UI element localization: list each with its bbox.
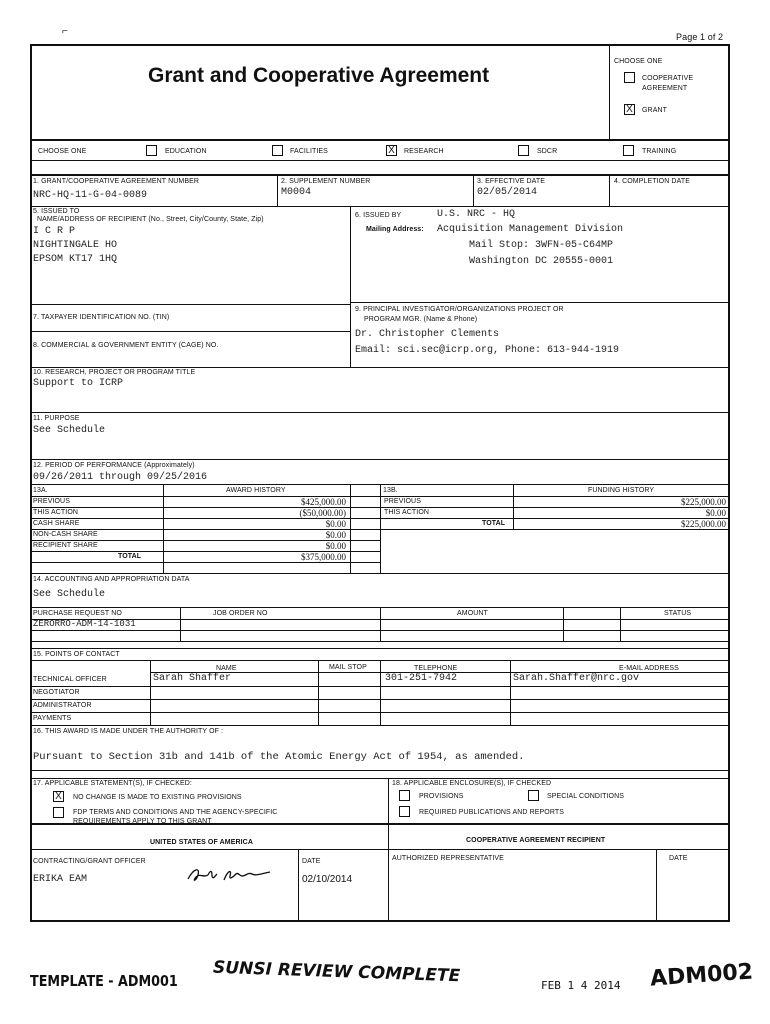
us-label: UNITED STATES OF AMERICA xyxy=(150,839,253,846)
received-date-stamp: FEB 1 4 2014 xyxy=(541,979,621,992)
facilities-label: FACILITIES xyxy=(290,148,328,155)
officer-label: CONTRACTING/GRANT OFFICER xyxy=(33,858,146,865)
pi-contact: Email: sci.sec@icrp.org, Phone: 613-944-1919 xyxy=(355,345,620,356)
issued-by-value: U.S. NRC - HQ xyxy=(437,209,516,220)
provisions-label: PROVISIONS xyxy=(419,793,464,800)
special-conditions-checkbox[interactable] xyxy=(528,790,539,801)
officer-date: 02/10/2014 xyxy=(302,874,353,885)
rule-after-title xyxy=(30,139,730,141)
purchase-vline-1 xyxy=(180,607,181,641)
required-publications-checkbox[interactable] xyxy=(399,806,410,817)
ah-this-action-value: ($50,000.00) xyxy=(299,508,346,518)
fh-this-action-value: $0.00 xyxy=(705,508,726,518)
ah-recipient-share-label: RECIPIENT SHARE xyxy=(33,542,98,549)
rule-before-12 xyxy=(30,459,730,460)
rule-after-authority xyxy=(30,770,730,771)
rule-after-category xyxy=(30,160,730,161)
fh-previous-value: $225,000.00 xyxy=(681,497,726,507)
contacts-email-header: E-MAIL ADDRESS xyxy=(619,665,679,672)
title-divider xyxy=(609,44,610,139)
fh-total-label: TOTAL xyxy=(482,520,506,527)
page-number: Page 1 of 2 xyxy=(676,32,724,42)
sdcr-label: SDCR xyxy=(537,148,558,155)
cooperative-agreement-label: COOPERATIVE AGREEMENT xyxy=(642,75,694,92)
pi-label: 9. PRINCIPAL INVESTIGATOR/ORGANIZATIONS PROJECT OR xyxy=(355,306,564,313)
recipient-line-1: I C R P xyxy=(33,226,76,237)
period-value: 09/26/2011 through 09/25/2016 xyxy=(33,472,208,483)
purchase-vline-4 xyxy=(620,607,621,641)
mailing-address-label: Mailing Address: xyxy=(366,226,424,233)
template-stamp: TEMPLATE - ADM001 xyxy=(30,972,178,990)
officer-name: ERIKA EAM xyxy=(33,874,88,885)
rule-before-tin xyxy=(30,304,351,305)
rule-after-row1 xyxy=(30,206,730,207)
ah-vline-4 xyxy=(513,484,514,529)
purchase-request-header: PURCHASE REQUEST NO xyxy=(33,610,122,617)
enclosures-label: 18. APPLICABLE ENCLOSURE(S), IF CHECKED xyxy=(392,780,552,787)
no-change-label: NO CHANGE IS MADE TO EXISTING PROVISIONS xyxy=(73,794,242,801)
contact-role-technical: TECHNICAL OFFICER xyxy=(33,676,107,683)
authority-value: Pursuant to Section 31b and 141b of the Atomic Energy Act of 1954, as amended. xyxy=(33,751,525,763)
authorized-rep-label: AUTHORIZED REPRESENTATIVE xyxy=(392,855,504,862)
contact-role-payments: PAYMENTS xyxy=(33,715,72,722)
frame-bottom xyxy=(30,920,730,922)
contacts-label: 15. POINTS OF CONTACT xyxy=(33,651,120,658)
ah-total-value: $375,000.00 xyxy=(301,552,346,562)
fh-total-value: $225,000.00 xyxy=(681,519,726,529)
fh-this-action-label: THIS ACTION xyxy=(384,509,430,516)
contact-name-technical: Sarah Shaffer xyxy=(153,673,232,684)
sign-vline-2 xyxy=(656,849,657,921)
grant-label: GRANT xyxy=(642,107,667,114)
contacts-vline-1 xyxy=(150,660,151,725)
purchase-request-value: ZERORRO-ADM-14-1031 xyxy=(33,619,136,629)
pi-name: Dr. Christopher Clements xyxy=(355,329,500,340)
contact-email-technical[interactable]: Sarah.Shaffer@nrc.gov xyxy=(513,673,640,684)
checkbox-x-mark: X xyxy=(388,145,395,156)
issued-to-label: 5. ISSUED TO xyxy=(33,208,80,215)
ah-noncash-share-value: $0.00 xyxy=(325,530,346,540)
rule-before-11 xyxy=(30,412,730,413)
issued-to-sublabel: NAME/ADDRESS OF RECIPIENT (No., Street, City/County, State, Zip) xyxy=(37,216,264,223)
ah-vline-2 xyxy=(350,484,351,573)
sunsi-stamp: SUNSI REVIEW COMPLETE xyxy=(212,957,461,987)
authority-label: 16. THIS AWARD IS MADE UNDER THE AUTHORITY OF : xyxy=(33,728,224,735)
ah-total-label: TOTAL xyxy=(118,553,142,560)
status-header: STATUS xyxy=(664,610,692,617)
award-history-13a: 13A. xyxy=(33,487,48,494)
purpose-value: See Schedule xyxy=(33,425,106,436)
job-order-header: JOB ORDER NO xyxy=(213,610,268,617)
contact-phone-technical: 301-251-7942 xyxy=(385,673,458,684)
recipient-label: COOPERATIVE AGREEMENT RECIPIENT xyxy=(466,837,606,844)
choose-one-category-label: CHOOSE ONE xyxy=(38,148,87,155)
header-mark: ⌐ xyxy=(62,26,68,37)
award-history-title: AWARD HISTORY xyxy=(226,487,286,494)
pi-label-2: PROGRAM MGR. (Name & Phone) xyxy=(364,316,478,323)
contact-role-administrator: ADMINISTRATOR xyxy=(33,702,92,709)
fdp-terms-label: FDP TERMS AND CONDITIONS AND THE AGENCY-SPECIFIC xyxy=(73,809,278,816)
checkbox-x-mark: X xyxy=(626,104,633,115)
issued-by-line-2: Mail Stop: 3WFN-05-C64MP xyxy=(469,240,614,251)
sign-vline-1 xyxy=(298,849,299,921)
frame-top xyxy=(30,44,730,46)
purchase-vline-2 xyxy=(380,607,381,641)
row1-divider-1 xyxy=(277,174,278,206)
ah-vline-3 xyxy=(380,484,381,573)
ah-cash-share-label: CASH SHARE xyxy=(33,520,80,527)
statements-label: 17. APPLICABLE STATEMENT(S), IF CHECKED: xyxy=(33,780,192,787)
required-publications-label: REQUIRED PUBLICATIONS AND REPORTS xyxy=(419,809,565,816)
choose-one-type-label: CHOOSE ONE xyxy=(614,58,663,65)
supplement-label: 2. SUPPLEMENT NUMBER xyxy=(281,178,371,185)
sdcr-checkbox[interactable] xyxy=(518,145,529,156)
special-conditions-label: SPECIAL CONDITIONS xyxy=(547,793,624,800)
contacts-vline-2 xyxy=(318,660,319,725)
effective-date-label: 3. EFFECTIVE DATE xyxy=(477,178,546,185)
grant-number-label: 1. GRANT/COOPERATIVE AGREEMENT NUMBER xyxy=(33,178,200,185)
no-change-checkbox[interactable] xyxy=(53,791,64,802)
fh-previous-label: PREVIOUS xyxy=(384,498,421,505)
education-label: EDUCATION xyxy=(165,148,207,155)
supplement-value: M0004 xyxy=(281,187,312,198)
ah-recipient-share-value: $0.00 xyxy=(325,541,346,551)
rule-before-17 xyxy=(30,778,730,779)
accounting-label: 14. ACCOUNTING AND APPROPRIATION DATA xyxy=(33,576,190,583)
effective-date-value: 02/05/2014 xyxy=(477,187,538,198)
row1-divider-3 xyxy=(609,174,610,206)
ah-rule-7 xyxy=(30,573,730,574)
contacts-rule-5 xyxy=(30,725,730,726)
completion-date-label: 4. COMPLETION DATE xyxy=(614,178,690,185)
period-label: 12. PERIOD OF PERFORMANCE (Approximately) xyxy=(33,462,195,469)
amount-header: AMOUNT xyxy=(457,610,488,617)
provisions-checkbox[interactable] xyxy=(399,790,410,801)
officer-date-label: DATE xyxy=(302,858,321,865)
grant-checkbox[interactable] xyxy=(624,104,635,115)
row1-divider-2 xyxy=(473,174,474,206)
funding-history-13b: 13B. xyxy=(383,487,398,494)
ah-previous-value: $425,000.00 xyxy=(301,497,346,507)
facilities-checkbox[interactable] xyxy=(272,145,283,156)
issued-by-label: 6. ISSUED BY xyxy=(355,212,402,219)
cooperative-agreement-checkbox[interactable] xyxy=(624,72,635,83)
checkbox-x-mark: X xyxy=(55,791,62,802)
research-title-label: 10. RESEARCH, PROJECT OR PROGRAM TITLE xyxy=(33,369,196,376)
rule-before-cage xyxy=(30,331,351,332)
issued-by-line-1: Acquisition Management Division xyxy=(437,224,624,235)
purchase-vline-3 xyxy=(563,607,564,641)
form-title: Grant and Cooperative Agreement xyxy=(148,64,490,87)
training-checkbox[interactable] xyxy=(623,145,634,156)
rep-date-label: DATE xyxy=(669,855,688,862)
adm-stamp: ADM002 xyxy=(649,959,754,992)
rule-before-row1 xyxy=(30,174,730,176)
issued-divider xyxy=(350,206,351,367)
grant-number-value: NRC-HQ-11-G-04-0089 xyxy=(33,190,148,201)
ah-rule-6 xyxy=(30,562,380,563)
ah-noncash-share-label: NON-CASH SHARE xyxy=(33,531,98,538)
fdp-terms-label-2: REQUIREMENTS APPLY TO THIS GRANT xyxy=(73,818,212,825)
tin-label: 7. TAXPAYER IDENTIFICATION NO. (TIN) xyxy=(33,314,170,321)
rule-before-sign xyxy=(30,849,730,850)
contact-role-negotiator: NEGOTIATOR xyxy=(33,689,80,696)
ah-cash-share-value: $0.00 xyxy=(325,519,346,529)
cage-label: 8. COMMERCIAL & GOVERNMENT ENTITY (CAGE) NO. xyxy=(33,342,219,349)
contacts-name-header: NAME xyxy=(216,665,237,672)
rule-before-15 xyxy=(30,648,730,649)
research-checkbox[interactable] xyxy=(386,145,397,156)
research-title-value: Support to ICRP xyxy=(33,378,124,389)
rule-before-10 xyxy=(30,367,730,368)
contacts-vline-4 xyxy=(510,660,511,725)
officer-signature xyxy=(184,864,274,886)
contacts-mailstop-header: MAIL STOP xyxy=(329,664,367,671)
recipient-line-2: NIGHTINGALE HO xyxy=(33,240,118,251)
accounting-value: See Schedule xyxy=(33,589,106,600)
issued-by-line-3: Washington DC 20555-0001 xyxy=(469,256,614,267)
research-label: RESEARCH xyxy=(404,148,444,155)
ah-previous-label: PREVIOUS xyxy=(33,498,70,505)
ah-vline-1 xyxy=(163,484,164,573)
education-checkbox[interactable] xyxy=(146,145,157,156)
purchase-rule-3 xyxy=(30,641,730,642)
funding-history-title: FUNDING HISTORY xyxy=(588,487,655,494)
contacts-phone-header: TELEPHONE xyxy=(414,665,458,672)
fdp-terms-checkbox[interactable] xyxy=(53,807,64,818)
training-label: TRAINING xyxy=(642,148,677,155)
contacts-vline-3 xyxy=(380,660,381,725)
recipient-line-3: EPSOM KT17 1HQ xyxy=(33,254,118,265)
ah-this-action-label: THIS ACTION xyxy=(33,509,79,516)
purpose-label: 11. PURPOSE xyxy=(33,415,80,422)
rule-before-pi xyxy=(350,302,730,303)
